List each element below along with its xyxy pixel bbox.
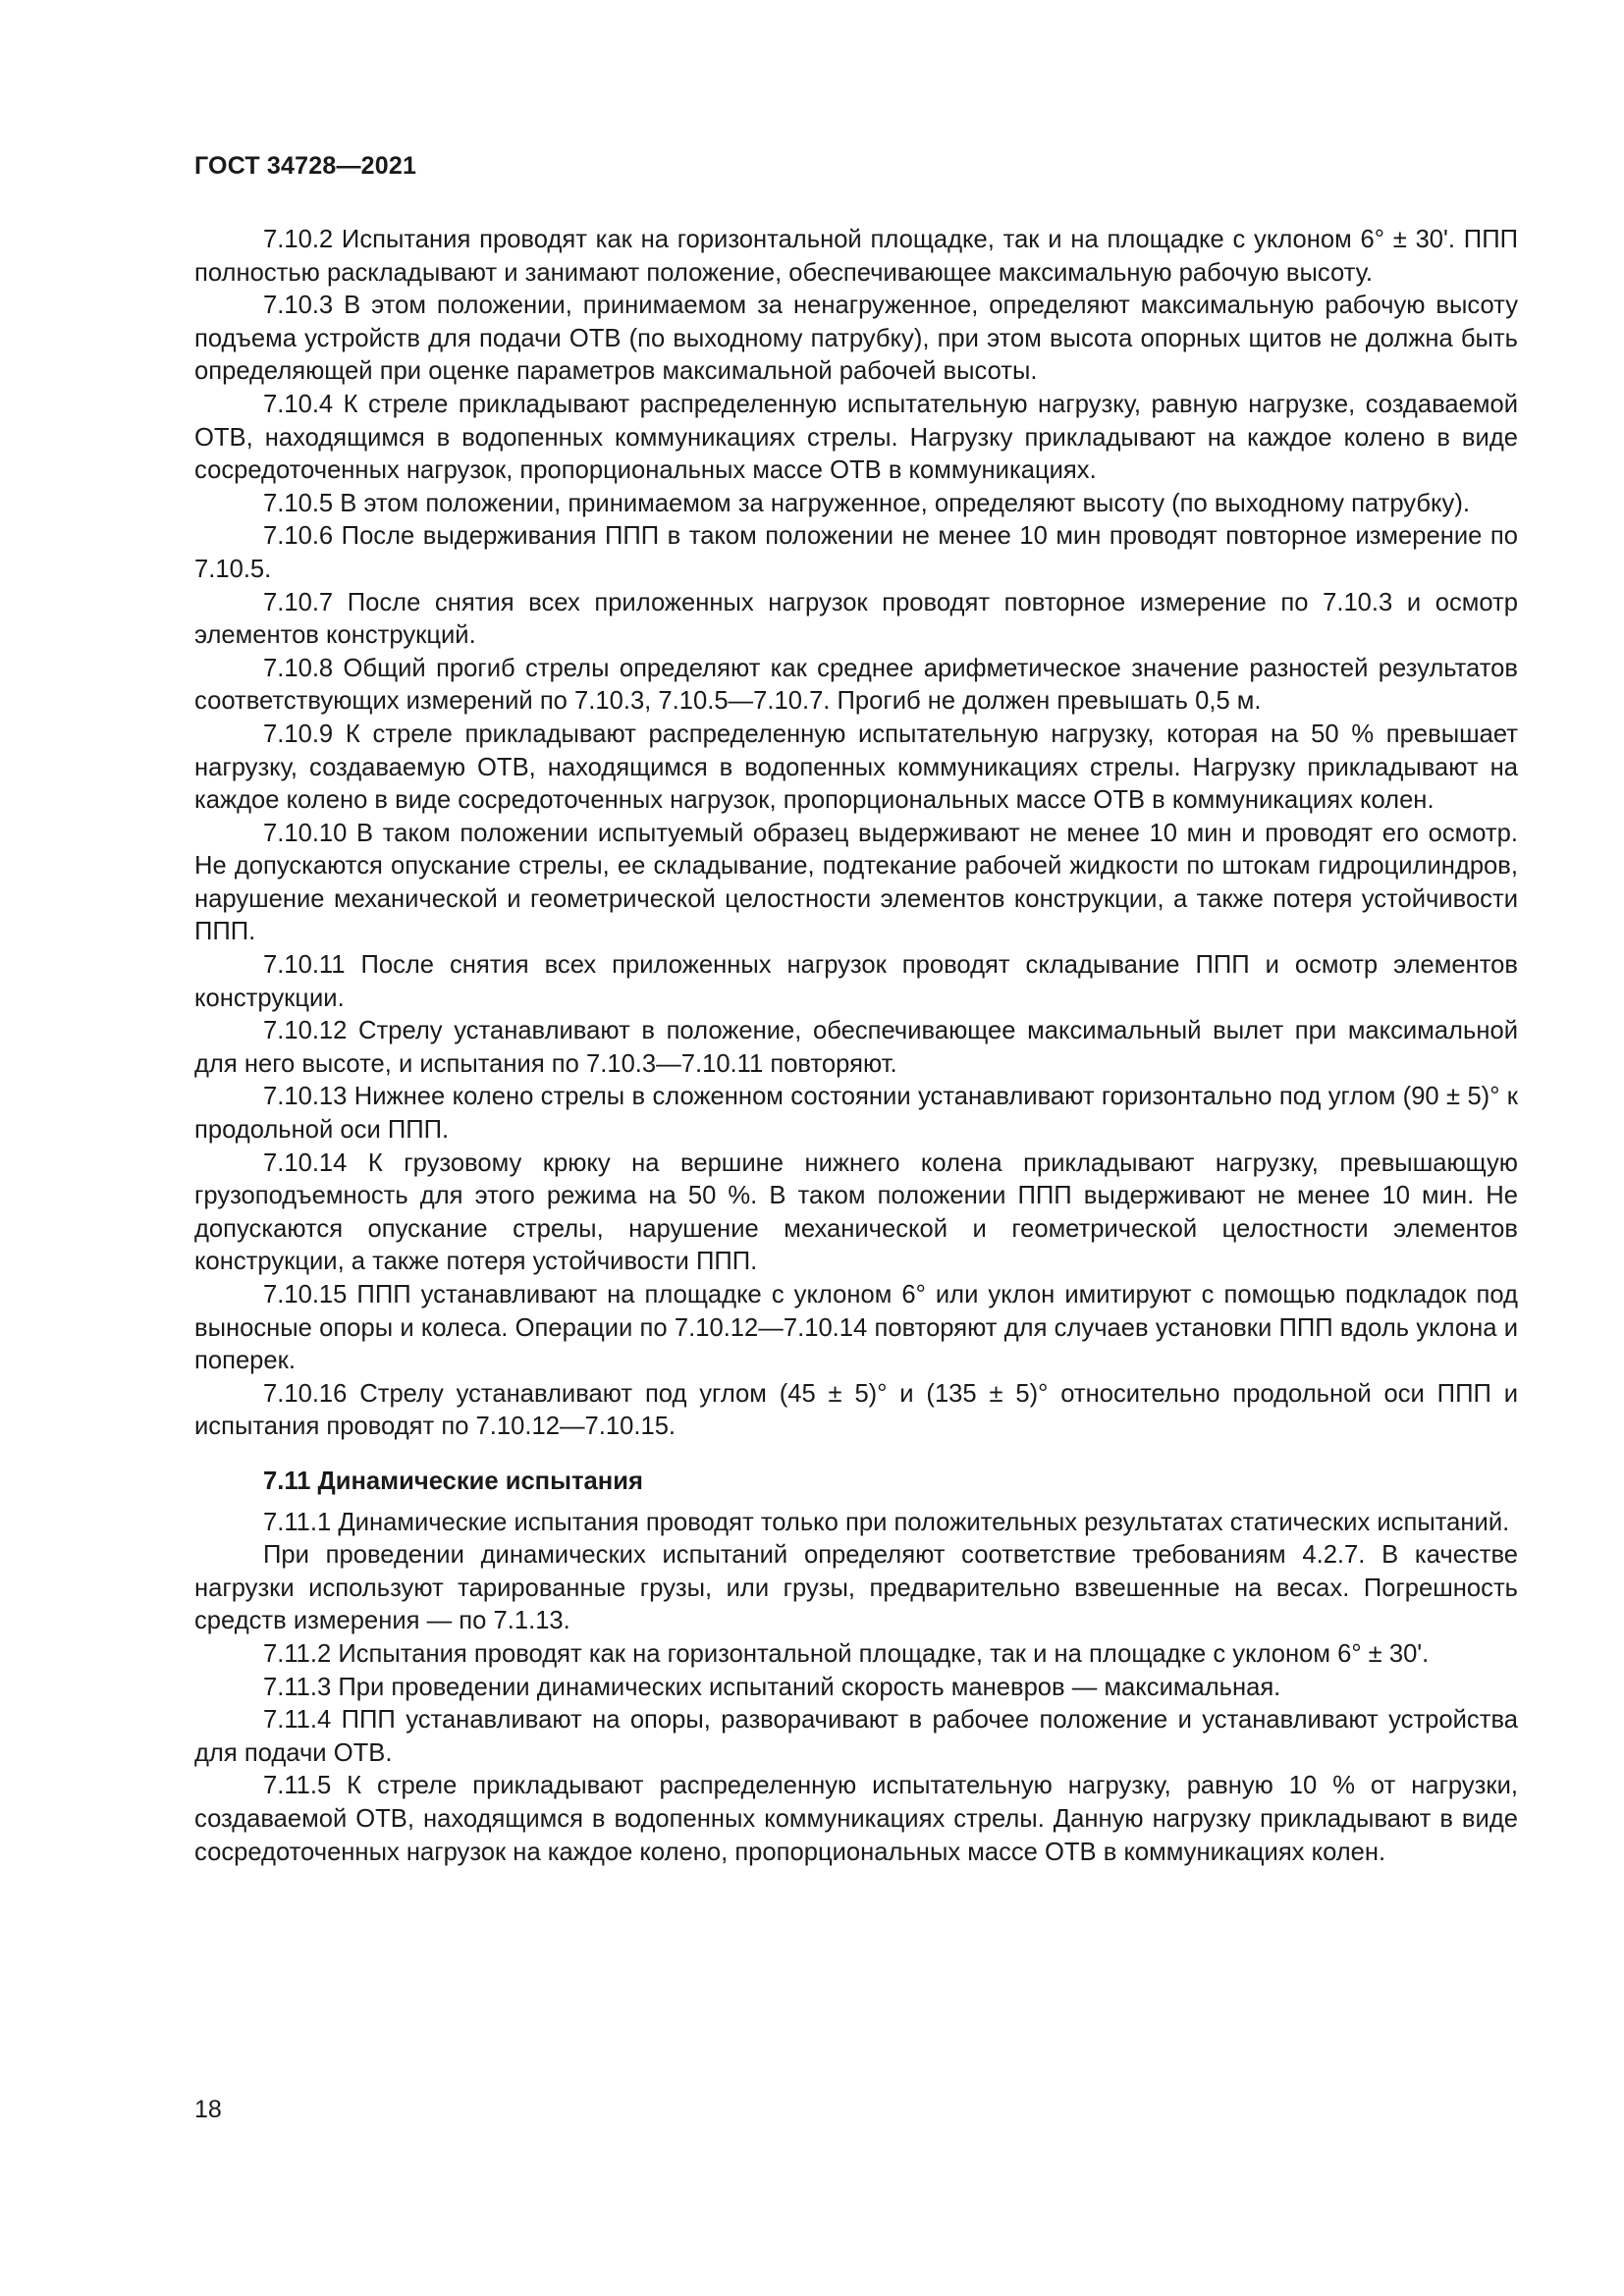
paragraph-7-10-4: 7.10.4 К стреле прикладывают распределенную испытательную нагрузку, равную нагрузке, создаваемой ОТВ, находящимся в водопенных коммуникациях стрелы. Нагрузку прикладывают на каждое колено в виде сосредоточенных нагрузок, пропорциональных массе ОТВ в коммуникациях. xyxy=(194,390,1518,485)
paragraph-7-11-3: 7.11.3 При проведении динамических испытаний скорость маневров — максимальная. xyxy=(263,1673,1281,1701)
paragraph-7-11-2: 7.11.2 Испытания проводят как на горизонтальной площадке, так и на площадке с уклоном 6° ± 30'. xyxy=(263,1639,1430,1668)
paragraph-7-11-1-continued: При проведении динамических испытаний определяют соответствие требованиям 4.2.7. В качестве нагрузки используют тарированные грузы, или грузы, предварительно взвешенные на весах. Погрешность средств измерения — по 7.1.13. xyxy=(194,1541,1518,1635)
paragraph-7-10-7: 7.10.7 После снятия всех приложенных нагрузок проводят повторное измерение по 7.10.3 и осмотр элементов конструкций. xyxy=(194,588,1518,650)
paragraph-7-10-15: 7.10.15 ППП устанавливают на площадке с уклоном 6° или уклон имитируют с помощью подкладок под выносные опоры и колеса. Операции по 7.10.12—7.10.14 повторяют для случаев установки ППП вдоль уклона и поперек. xyxy=(194,1281,1518,1375)
paragraph-7-10-11: 7.10.11 После снятия всех приложенных нагрузок проводят складывание ППП и осмотр элементов конструкции. xyxy=(194,951,1518,1012)
paragraph-7-10-12: 7.10.12 Стрелу устанавливают в положение, обеспечивающее максимальный вылет при максимальной для него высоте, и испытания по 7.10.3—7.10.11 повторяют. xyxy=(194,1017,1518,1078)
paragraph-7-11-1: 7.11.1 Динамические испытания проводят только при положительных результатах статических испытаний. xyxy=(263,1508,1510,1536)
document-body xyxy=(194,224,1518,1869)
paragraph-7-10-10: 7.10.10 В таком положении испытуемый образец выдерживают не менее 10 мин и проводят его осмотр. Не допускаются опускание стрелы, ее складывание, подтекание рабочей жидкости по штокам гидроцилиндров, нарушение механической и геометрической целостности элементов конструкции, а также потеря устойчивости ППП. xyxy=(194,819,1518,946)
document-header: ГОСТ 34728—2021 xyxy=(194,152,417,180)
paragraph-7-10-5: 7.10.5 В этом положении, принимаемом за нагруженное, определяют высоту (по выходному патрубку). xyxy=(263,489,1470,517)
paragraph-7-10-13: 7.10.13 Нижнее колено стрелы в сложенном состоянии устанавливают горизонтально под углом (90 ± 5)° к продольной оси ППП. xyxy=(194,1083,1518,1145)
paragraph-7-10-8: 7.10.8 Общий прогиб стрелы определяют как среднее арифметическое значение разностей результатов соответствующих измерений по 7.10.3, 7.10.5—7.10.7. Прогиб не должен превышать 0,5 м. xyxy=(194,654,1518,716)
paragraph-7-11-4: 7.11.4 ППП устанавливают на опоры, разворачивают в рабочее положение и устанавливают устройства для подачи ОТВ. xyxy=(194,1706,1518,1767)
paragraph-7-10-3: 7.10.3 В этом положении, принимаемом за ненагруженное, определяют максимальную рабочую высоту подъема устройств для подачи ОТВ (по выходному патрубку), при этом высота опорных щитов не должна быть определяющей при оценке параметров максимальной рабочей высоты. xyxy=(194,292,1518,386)
paragraph-7-10-14: 7.10.14 К грузовому крюку на вершине нижнего колена прикладывают нагрузку, превышающую грузоподъемность для этого режима на 50 %. В таком положении ППП выдерживают не менее 10 мин. Не допускаются опускание стрелы, нарушение механической и геометрической целостности элементов конструкции, а также потеря устойчивости ППП. xyxy=(194,1148,1518,1276)
paragraph-7-10-9: 7.10.9 К стреле прикладывают распределенную испытательную нагрузку, которая на 50 % превышает нагрузку, создаваемую ОТВ, находящимся в водопенных коммуникациях стрелы. Нагрузку прикладывают на каждое колено в виде сосредоточенных нагрузок, пропорциональных массе ОТВ в коммуникациях колен. xyxy=(194,720,1518,815)
paragraph-7-11-5: 7.11.5 К стреле прикладывают распределенную испытательную нагрузку, равную 10 % от нагрузки, создаваемой ОТВ, находящимся в водопенных коммуникациях стрелы. Данную нагрузку прикладывают в виде сосредоточенных нагрузок на каждое колено, пропорциональных массе ОТВ в коммуникациях колен. xyxy=(194,1772,1518,1866)
paragraph-7-10-2: 7.10.2 Испытания проводят как на горизонтальной площадке, так и на площадке с уклоном 6° ± 30'. ППП полностью раскладывают и занимают положение, обеспечивающее максимальную рабочую высоту. xyxy=(194,226,1518,287)
paragraph-7-10-6: 7.10.6 После выдерживания ППП в таком положении не менее 10 мин проводят повторное измерение по 7.10.5. xyxy=(194,522,1518,583)
paragraph-7-10-16: 7.10.16 Стрелу устанавливают под углом (45 ± 5)° и (135 ± 5)° относительно продольной оси ППП и испытания проводят по 7.10.12—7.10.15. xyxy=(194,1379,1518,1441)
page-number: 18 xyxy=(194,2096,222,2123)
section-heading: 7.11 Динамические испытания xyxy=(263,1467,643,1495)
